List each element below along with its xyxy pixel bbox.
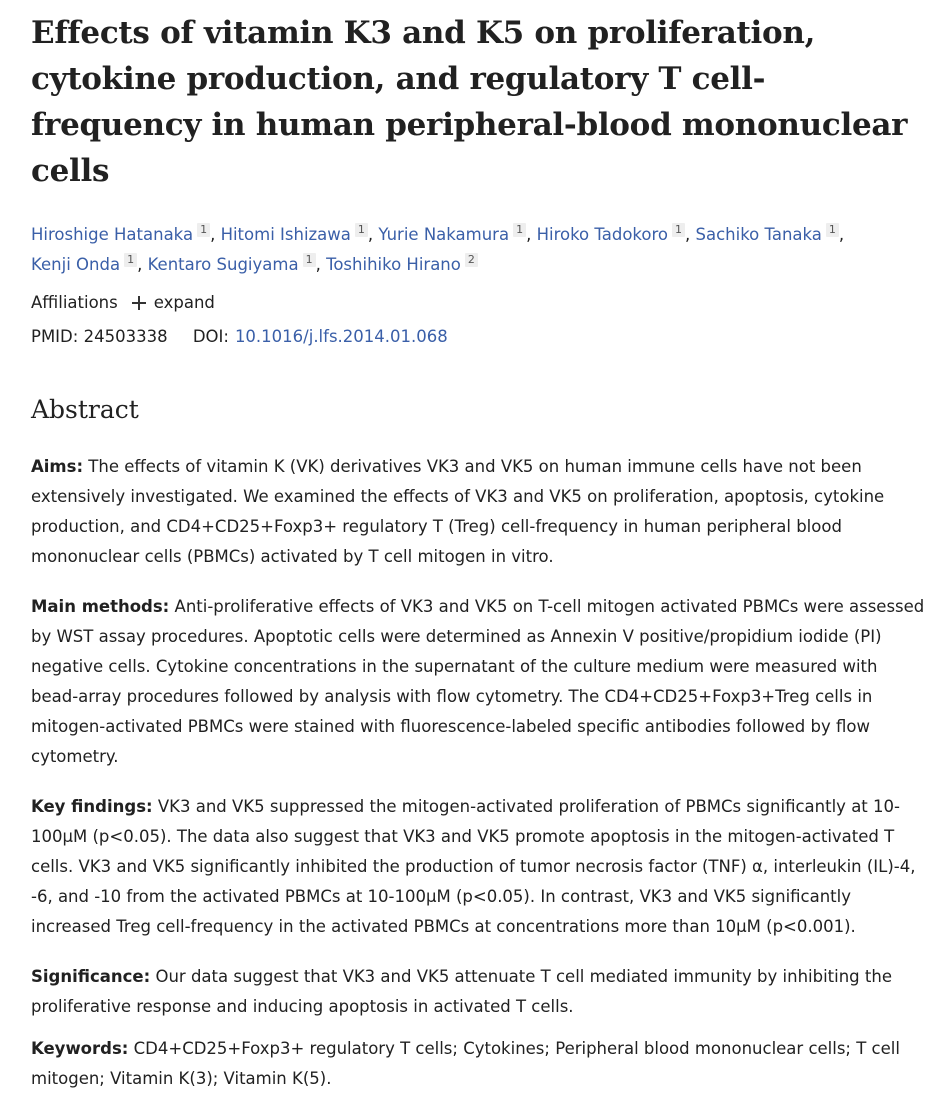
abstract-section-significance bbox=[31, 962, 926, 1022]
keywords bbox=[31, 1034, 926, 1094]
abstract-section-findings bbox=[31, 792, 926, 942]
affiliation-ref[interactable]: 1 bbox=[303, 253, 316, 267]
keywords-label: Keywords: bbox=[31, 1039, 129, 1058]
expand-label: expand bbox=[153, 293, 215, 312]
author-link[interactable]: Hitomi Ishizawa bbox=[220, 225, 351, 244]
section-label: Significance: bbox=[31, 967, 151, 986]
author-link[interactable]: Kentaro Sugiyama bbox=[147, 255, 299, 274]
doi-label: DOI: bbox=[192, 327, 229, 346]
article-page bbox=[31, 10, 926, 1094]
abstract-section-aims bbox=[31, 452, 926, 572]
affiliation-ref[interactable]: 1 bbox=[197, 223, 210, 237]
plus-icon bbox=[132, 296, 146, 310]
section-text: VK3 and VK5 suppressed the mitogen-activated proliferation of PBMCs significantly at 10-100μM (p<0.05). The data also suggest that VK3 and VK5 promote apoptosis in the mitogen-activated T cells. VK3 and VK5 significantly inhibited the production of tumor necrosis factor (TNF) α, interleukin (IL)-4, -6, and -10 from the activated PBMCs at 10-100μM (p<0.05). In contrast, VK3 and VK5 significantly increased Treg cell-frequency in the activated PBMCs at concentrations more than 10μM (p<0.001). bbox=[31, 797, 916, 936]
author-link[interactable]: Hiroko Tadokoro bbox=[536, 225, 668, 244]
affiliations-label: Affiliations bbox=[31, 293, 118, 312]
identifiers-row bbox=[31, 326, 926, 348]
author-link[interactable]: Kenji Onda bbox=[31, 255, 121, 274]
abstract-heading: Abstract bbox=[31, 395, 139, 424]
affiliation-ref[interactable]: 1 bbox=[124, 253, 137, 267]
article-title: Effects of vitamin K3 and K5 on proliferation, cytokine production, and regulatory T cell-frequency in human peripheral-blood mononuclear cells bbox=[31, 15, 908, 189]
section-text: Our data suggest that VK3 and VK5 attenuate T cell mediated immunity by inhibiting the proliferative response and inducing apoptosis in activated T cells. bbox=[31, 967, 892, 1016]
author-list: Hiroshige Hatanaka 1 , Hitomi Ishizawa 1 , Yurie Nakamura 1 , Hiroko Tadokoro 1 , Sachiko Tanaka 1 , Kenji Onda 1 , Kentaro Sugiyama 1 , Toshihiko Hirano 2 bbox=[31, 223, 845, 274]
section-text: Anti-proliferative effects of VK3 and VK5 on T-cell mitogen activated PBMCs were assessed by WST assay procedures. Apoptotic cells were determined as Annexin V positive/propidium iodide (PI) negative cells. Cytokine concentrations in the supernatant of the culture medium were measured with bead-array procedures followed by analysis with flow cytometry. The CD4+CD25+Foxp3+Treg cells in mitogen-activated PBMCs were stained with fluorescence-labeled specific antibodies followed by flow cytometry. bbox=[31, 597, 925, 766]
author-link[interactable]: Yurie Nakamura bbox=[378, 225, 510, 244]
abstract-section-methods bbox=[31, 592, 926, 772]
author-link[interactable]: Toshihiko Hirano bbox=[326, 255, 461, 274]
section-label: Aims: bbox=[31, 457, 84, 476]
affiliation-ref[interactable]: 1 bbox=[826, 223, 839, 237]
affiliation-ref[interactable]: 1 bbox=[672, 223, 685, 237]
author-link[interactable]: Hiroshige Hatanaka bbox=[31, 225, 194, 244]
affiliation-ref[interactable]: 2 bbox=[465, 253, 478, 267]
section-label: Main methods: bbox=[31, 597, 170, 616]
affiliation-ref[interactable]: 1 bbox=[513, 223, 526, 237]
affiliation-ref[interactable]: 1 bbox=[355, 223, 368, 237]
affiliations-row bbox=[31, 292, 926, 314]
keywords-text: CD4+CD25+Foxp3+ regulatory T cells; Cytokines; Peripheral blood mononuclear cells; T cell mitogen; Vitamin K(3); Vitamin K(5). bbox=[31, 1039, 900, 1088]
section-label: Key findings: bbox=[31, 797, 153, 816]
pmid-value: 24503338 bbox=[83, 327, 168, 346]
expand-affiliations-button[interactable] bbox=[132, 292, 215, 314]
author-link[interactable]: Sachiko Tanaka bbox=[695, 225, 822, 244]
section-text: The effects of vitamin K (VK) derivatives VK3 and VK5 on human immune cells have not been extensively investigated. We examined the effects of VK3 and VK5 on proliferation, apoptosis, cytokine production, and CD4+CD25+Foxp3+ regulatory T (Treg) cell-frequency in human peripheral blood mononuclear cells (PBMCs) activated by T cell mitogen in vitro. bbox=[31, 457, 885, 566]
pmid-label: PMID: bbox=[31, 327, 79, 346]
doi-link[interactable]: 10.1016/j.lfs.2014.01.068 bbox=[234, 327, 448, 346]
